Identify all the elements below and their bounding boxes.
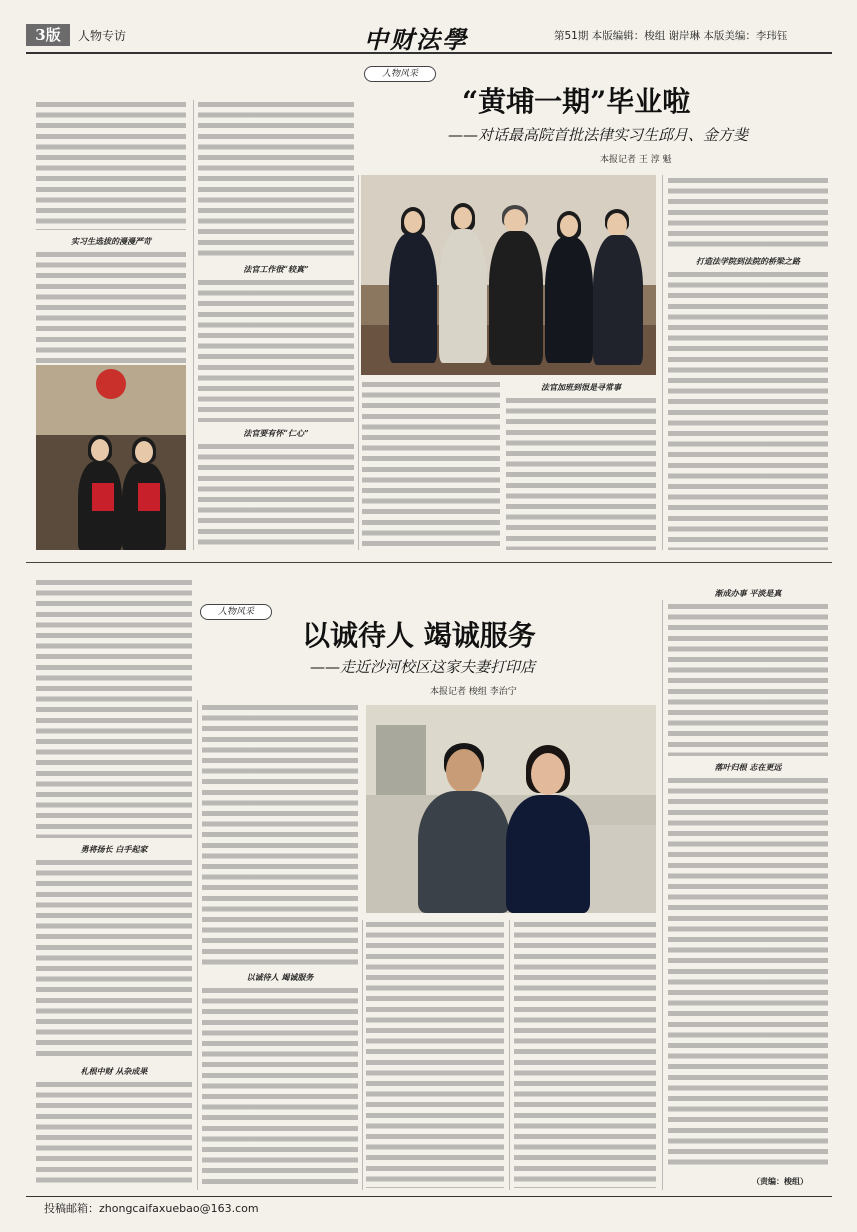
article2-column-tag: 人物风采 [200, 604, 272, 620]
article1-byline: 本报记者 王 淳 魁 [600, 155, 672, 165]
article1-col2-text-a [198, 102, 354, 258]
article1-photo-award [36, 365, 186, 550]
masthead-logo: 中财法學 [364, 25, 468, 54]
edition-badge: 3版 [26, 24, 70, 46]
article1-subhead-2: 法官工作很“较真” [243, 264, 309, 274]
article2-col1-text-a [36, 580, 192, 838]
article2-col1-text-b [36, 860, 192, 1060]
article2-author-tag: （责编：梭组） [752, 1177, 808, 1186]
article1-subtitle: ——对话最高院首批法律实习生邱月、金方斐 [448, 126, 749, 144]
header-rule [26, 52, 832, 54]
article-divider [26, 562, 832, 563]
article2-subhead-4: 渐成办事 平淡是真 [714, 588, 782, 598]
article1-subhead-3: 法官要有怀“仁心” [243, 428, 309, 438]
article2-col4-text [514, 922, 656, 1188]
article1-col5-text-b [668, 272, 828, 550]
issue-info: 第51期 本版编辑：梭组 谢岸琳 本版美编：李玮钰 [554, 30, 788, 42]
footer-email: 投稿邮箱：zhongcaifaxuebao@163.com [44, 1202, 259, 1215]
article1-col5-text-a [668, 178, 828, 250]
article1-col3-text [362, 382, 500, 550]
article2-col2-text-b [202, 988, 358, 1188]
article2-subtitle: ——走近沙河校区这家夫妻打印店 [310, 658, 536, 676]
article1-col4-text [506, 398, 656, 550]
article2-col5-text-b [668, 778, 828, 1170]
article2-subhead-1: 勇将扬长 白手起家 [80, 844, 148, 854]
article2-col1-text-c [36, 1082, 192, 1188]
article2-col2-text-a [202, 705, 358, 965]
article1-column-tag: 人物风采 [364, 66, 436, 82]
article1-col2-text-b [198, 280, 354, 422]
article1-subhead-1: 实习生选拔的漫漫严苛 [71, 236, 151, 246]
article2-photo-couple [366, 705, 656, 913]
article2-subhead-2: 以诚待人 竭诚服务 [246, 972, 314, 982]
article1-col2-text-c [198, 444, 354, 550]
article1-col1-text-b [36, 252, 186, 364]
section-name: 人物专访 [78, 29, 127, 43]
article1-photo-group [361, 175, 656, 375]
article2-subhead-5: 落叶归根 志在更远 [714, 762, 782, 772]
article1-subhead-5: 打造法学院到法院的桥梁之路 [696, 256, 800, 266]
article2-title: 以诚待人 竭诚服务 [302, 619, 536, 652]
page-header [26, 22, 832, 54]
article1-title: “黄埔一期”毕业啦 [462, 85, 691, 118]
article2-subhead-3: 札根中财 从杂成果 [80, 1066, 148, 1076]
article1-subhead-4: 法官加班到很是寻常事 [541, 382, 621, 392]
article1-col1-text-a [36, 102, 186, 230]
article2-col5-text-a [668, 604, 828, 756]
footer-rule [26, 1196, 832, 1197]
article2-byline: 本报记者 梭组 李治宁 [430, 687, 517, 697]
article2-col3-text [366, 922, 504, 1188]
